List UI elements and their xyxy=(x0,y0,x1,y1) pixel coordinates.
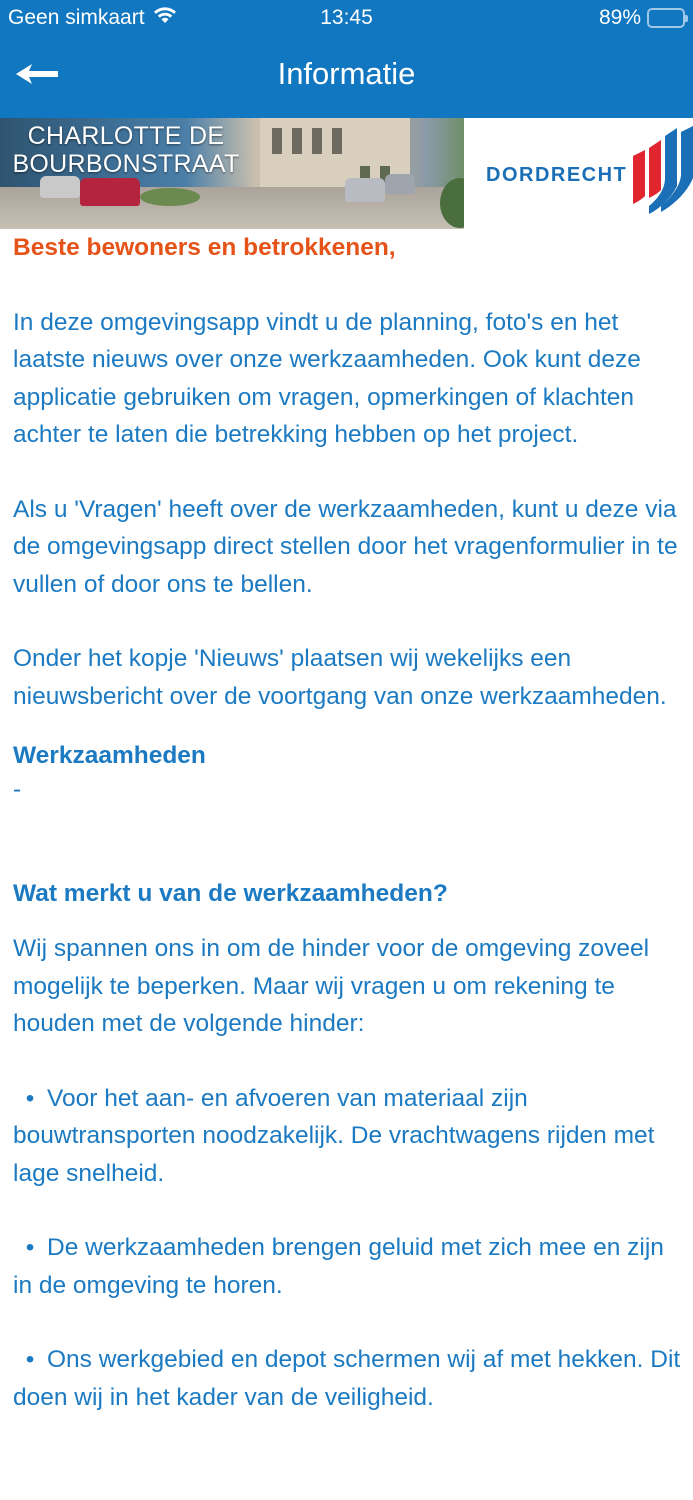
clock: 13:45 xyxy=(320,6,373,29)
page-title: Informatie xyxy=(277,56,416,91)
section-heading-werkzaamheden: Werkzaamheden xyxy=(13,742,206,769)
list-item: • Voor het aan- en afvoeren van materiaal zijn bouwtransporten noodzakelijk. De vrachtwagens rijden met lage snelheid. xyxy=(13,1080,681,1193)
list-item: • Ons werkgebied en depot schermen wij af met hekken. Dit doen wij in het kader van de veiligheid. xyxy=(13,1341,681,1416)
news-paragraph: Onder het kopje 'Nieuws' plaatsen wij wekelijks een nieuwsbericht over de voortgang van onze werkzaamheden. xyxy=(13,645,667,710)
carrier-label: Geen simkaart xyxy=(8,6,145,29)
hinder-intro: Wij spannen ons in om de hinder voor de omgeving zoveel mogelijk te beperken. Maar wij vragen u om rekening te houden met de volgende hinder: xyxy=(13,935,650,1037)
battery-icon xyxy=(647,8,685,28)
project-banner xyxy=(0,118,693,229)
section-body-werkzaamheden: - xyxy=(13,775,22,803)
battery-percentage: 89% xyxy=(598,6,641,29)
greeting: Beste bewoners en betrokkenen, xyxy=(13,234,396,261)
top-bar xyxy=(0,0,693,118)
section-heading-hinder: Wat merkt u van de werkzaamheden? xyxy=(13,879,448,907)
banner-title: CHARLOTTE DE BOURBONSTRAAT xyxy=(12,122,240,178)
list-item: • De werkzaamheden brengen geluid met zich mee en zijn in de omgeving te horen. xyxy=(13,1229,681,1304)
questions-paragraph: Als u 'Vragen' heeft over de werkzaamheden, kunt u deze via de omgevingsapp direct stellen door het vragenformulier in te vullen of door ons te bellen. xyxy=(13,495,678,598)
project-banner-image xyxy=(0,118,464,229)
navigation-bar xyxy=(0,40,693,118)
status-bar xyxy=(0,0,693,40)
bullet-icon: • xyxy=(25,1234,35,1261)
logo-text: DORDRECHT xyxy=(486,164,628,186)
battery-indicator xyxy=(599,6,685,30)
dordrecht-logo xyxy=(464,118,693,229)
info-content xyxy=(13,229,681,1416)
intro-paragraph: In deze omgevingsapp vindt u de planning, foto's en het laatste nieuws over onze werkzaamheden. Ook kunt deze applicatie gebruiken om vragen, opmerkingen of klachten achter te laten die betrekking hebben op het project. xyxy=(13,308,641,448)
bullet-icon: • xyxy=(25,1084,35,1112)
bullet-icon: • xyxy=(25,1346,35,1373)
dordrecht-flag-icon xyxy=(631,126,693,221)
